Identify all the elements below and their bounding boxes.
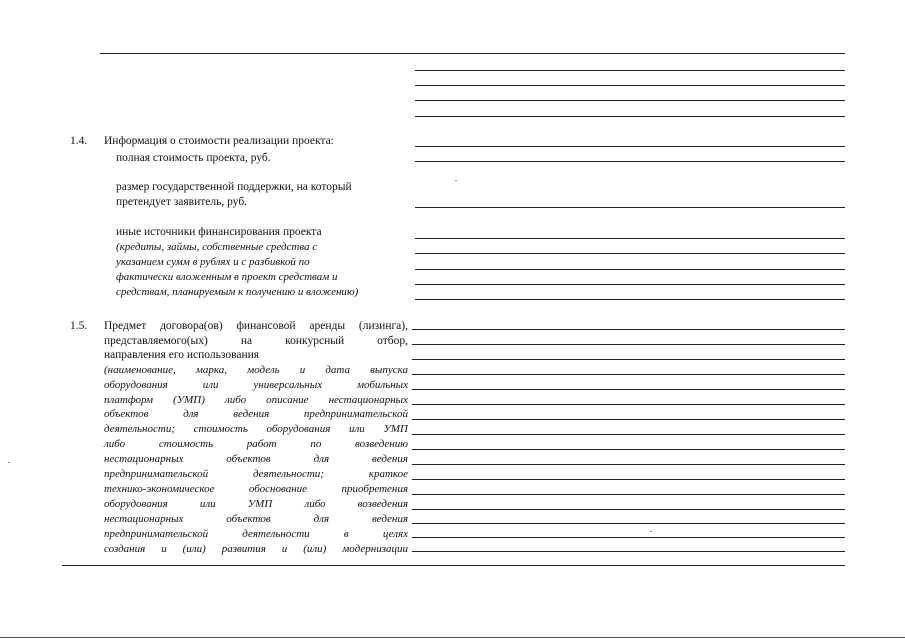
subject-note: деятельности; стоимость оборудования или УМП [104,423,408,435]
state-support-line [415,207,845,208]
fill-line [415,116,845,117]
scan-speck [8,462,10,463]
subject-note: (наименование, марка, модель и дата выпуска [104,364,408,376]
fill-line [412,523,845,524]
fill-line [412,374,845,375]
other-sources-note: фактически вложенным в проект средствам и [116,271,338,283]
other-sources-note: указанием сумм в рублях и с разбивкой по [116,256,310,268]
fill-line [412,404,845,405]
fill-line [415,70,845,71]
full-cost-line [415,161,845,162]
subject-note: оборудования или УМП либо возведения [104,498,408,510]
fill-line [415,238,845,239]
fill-line [412,344,845,345]
fill-line [415,299,845,300]
fill-line [415,146,845,147]
section-number: 1.4. [70,135,88,147]
page-bottom-line [0,637,905,638]
fill-line [412,359,845,360]
state-support-label: претендует заявитель, руб. [116,196,248,208]
fill-line [412,434,845,435]
subject-note: технико-экономическое обоснование приобретения [104,483,408,495]
section-heading: представляемого(ых) на конкурсный отбор, [104,335,408,347]
section-heading: Предмет договора(ов) финансовой аренды (лизинга), [104,320,408,332]
subject-note: оборудования или универсальных мобильных [104,379,408,391]
fill-line [412,329,845,330]
fill-line [415,100,845,101]
subject-note: либо стоимость работ по возведению [104,438,408,450]
subject-note: объектов для ведения предпринимательской [104,408,408,420]
subject-note: нестационарных объектов для ведения [104,513,408,525]
other-sources-note: (кредиты, займы, собственные средства с [116,241,318,253]
fill-line [412,509,845,510]
bottom-border-line [62,565,845,566]
fill-line [415,284,845,285]
other-sources-note: средствам, планируемым к получению и вложению) [116,286,359,298]
top-border-line [100,53,845,54]
subject-note: нестационарных объектов для ведения [104,453,408,465]
section-heading: направления его использования [104,349,260,361]
fill-line [412,389,845,390]
fill-line [415,269,845,270]
fill-line [412,419,845,420]
fill-line [412,494,845,495]
scan-speck [650,531,652,532]
other-sources-label: иные источники финансирования проекта [116,226,322,238]
full-cost-label: полная стоимость проекта, руб. [116,152,271,164]
subject-note: предпринимательской деятельности в целях [104,528,408,540]
section-number: 1.5. [70,320,88,332]
section-heading: Информация о стоимости реализации проекта: [104,135,334,147]
fill-line [412,551,845,552]
state-support-label: размер государственной поддержки, на который [116,181,352,193]
subject-note: платформ (УМП) либо описание нестационарных [104,394,408,406]
fill-line [412,537,845,538]
fill-line [412,449,845,450]
subject-note: предпринимательской деятельности; краткое [104,468,408,480]
fill-line [412,479,845,480]
fill-line [415,253,845,254]
fill-line [415,85,845,86]
subject-note: создания и (или) развития и (или) модернизации [104,543,408,555]
fill-line [412,464,845,465]
scan-speck [455,180,457,181]
